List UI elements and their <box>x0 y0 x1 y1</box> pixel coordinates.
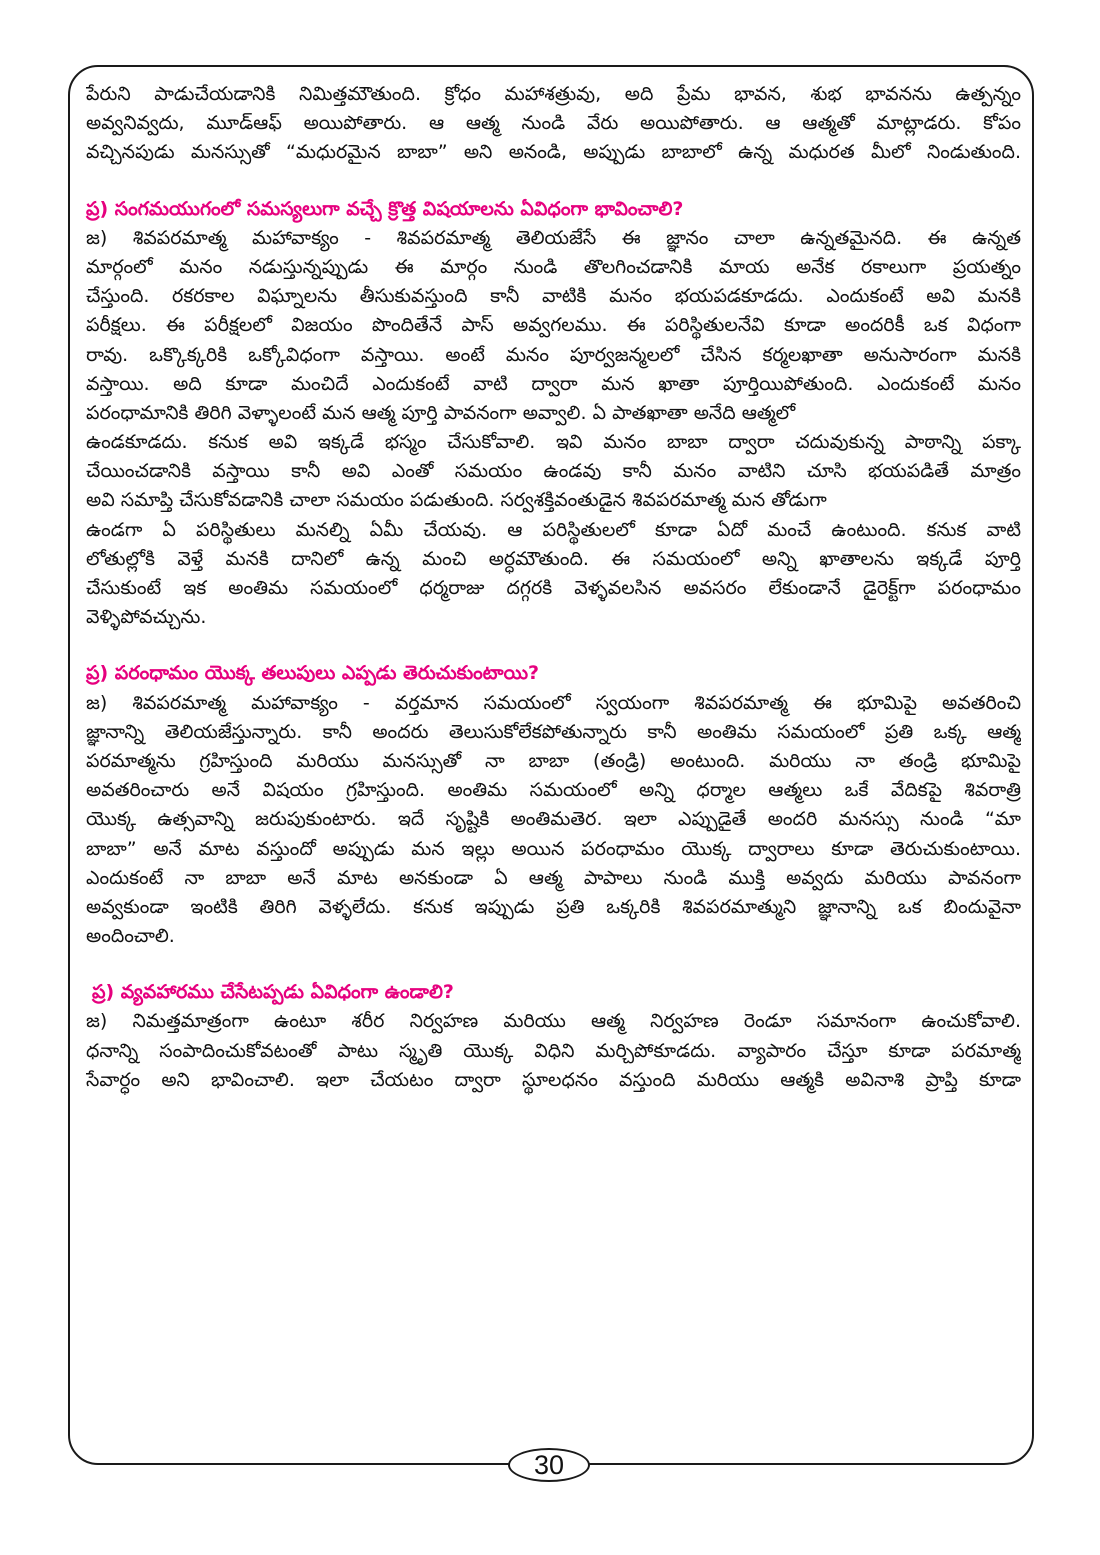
question-heading: ప్ర) సంగమయుగంలో సమస్యలుగా వచ్చే క్రొత్త విషయాలను ఏవిధంగా భావించాలి? <box>86 197 684 220</box>
qa-section-1 <box>86 195 1021 633</box>
text-line: అవ్వకుండా ఇంటికి తిరిగి వెళ్ళలేదు. కనుక ఇప్పుడు ప్రతి ఒక్కరికి శివపరమాత్ముని జ్ఞానాన్ని ఒక బిందువైనా <box>86 895 1021 918</box>
text-line: అందించాలి. <box>86 925 175 948</box>
answer-paragraph <box>86 1007 1021 1095</box>
question-heading: ప్ర) వ్యవహారము చేసేటప్పడు ఏవిధంగా ఉండాలి? <box>92 981 454 1004</box>
text-line: అవతరించారు అనే విషయం గ్రహిస్తుంది. అంతిమ సమయంలో అన్ని ధర్మాల ఆత్మలు ఒకే వేదికపై శివరాత్రి <box>86 779 1021 802</box>
qa-section-2 <box>86 659 1021 951</box>
text-line: అవి సమాప్తి చేసుకోవడానికి చాలా సమయం పడుతుంది. సర్వశక్తివంతుడైన శివపరమాత్మ మన తోడుగా <box>86 489 827 512</box>
text-line: సేవార్ధం అని భావించాలి. ఇలా చేయటం ద్వారా స్థూలధనం వస్తుంది మరియు ఆత్మకి అవినాశి ప్రాప్తి కూడా <box>86 1068 1021 1091</box>
question-heading: ప్ర) పరంధామం యొక్క తలుపులు ఎప్పడు తెరుచుకుంటాయి? <box>86 662 540 685</box>
text-line: ధనాన్ని సంపాదించుకోవటంతో పాటు స్మృతి యొక్క విధిని మర్చిపోకూడదు. వ్యాపారం చేస్తూ కూడా పరమాత్మ <box>86 1039 1021 1062</box>
text-line: జ) శివపరమాత్మ మహావాక్యం - వర్తమాన సమయంలో స్వయంగా శివపరమాత్మ ఈ భూమిపై అవతరించి <box>86 691 1021 714</box>
text-line: పరీక్షలు. ఈ పరీక్షలలో విజయం పొందితేనే పాస్ అవ్వగలము. ఈ పరిస్థితులనేవి కూడా అందరికీ ఒక విధంగా <box>86 314 1021 337</box>
text-line: చేయించడానికి వస్తాయి కానీ అవి ఎంతో సమయం ఉండవు కానీ మనం వాటిని చూసి భయపడితే మాత్రం <box>86 460 1021 483</box>
text-line: చేసుకుంటే ఇక అంతిమ సమయంలో ధర్మరాజు దగ్గరకి వెళ్ళవలసిన అవసరం లేకుండానే డైరెక్ట్‌గా పరంధామం <box>86 577 1021 599</box>
answer-paragraph <box>86 689 1021 952</box>
text-line: వస్తాయి. అది కూడా మంచిదే ఎందుకంటే వాటి ద్వారా మన ఖాతా పూర్తియిపోతుంది. ఎందుకంటే మనం <box>86 372 1021 395</box>
text-line: అవ్వనివ్వదు, మూడ్ఆఫ్ అయిపోతారు. ఆ ఆత్మ నుండి వేరు అయిపోతారు. ఆ ఆత్మతో మాట్లాడరు. కోపం <box>86 112 1021 135</box>
text-line: పరమాత్మను గ్రహిస్తుంది మరియు మనస్సుతో నా బాబా (తండ్రి) అంటుంది. మరియు నా తండ్రి భూమిపై <box>86 749 1021 772</box>
text-line: యొక్క ఉత్సవాన్ని జరుపుకుంటారు. ఇదే సృష్టికి అంతిమతెర. ఇలా ఎప్పుడైతే అందరి మనస్సు నుండి “మా <box>86 808 1021 831</box>
text-line: పరంధామానికి తిరిగి వెళ్ళాలంటే మన ఆత్మ పూర్తి పావనంగా అవ్వాలి. ఏ పాతఖాతా అనేది ఆత్మలో <box>86 401 796 424</box>
text-line: ఎందుకంటే నా బాబా అనే మాట అనకుండా ఏ ఆత్మ పాపాలు నుండి ముక్తి అవ్వదు మరియు పావనంగా <box>86 866 1021 889</box>
text-line: చేస్తుంది. రకరకాల విఘ్నాలను తీసుకువస్తుంది కానీ వాటికి మనం భయపడకూడదు. ఎందుకంటే అవి మనకి <box>86 285 1021 308</box>
text-line: వచ్చినపుడు మనస్సుతో “మధురమైన బాబా” అని అనండి, అప్పుడు బాబాలో ఉన్న మధురత మీలో నిండుతుంది. <box>86 141 1021 164</box>
text-line: లోతుల్లోకి వెళ్తే మనకి దానిలో ఉన్న మంచి అర్ధమౌతుంది. ఈ సమయంలో అన్ని ఖాతాలను ఇక్కడే పూర్తి <box>86 547 1021 570</box>
page-content <box>86 80 1021 1095</box>
text-line: మార్గంలో మనం నడుస్తున్నప్పుడు ఈ మార్గం నుండి తొలగించడానికి మాయ అనేక రకాలుగా ప్రయత్నం <box>86 255 1021 278</box>
text-line: జ) నిమత్తమాత్రంగా ఉంటూ శరీర నిర్వహణ మరియు ఆత్మ నిర్వహణ రెండూ సమానంగా ఉంచుకోవాలి. <box>86 1010 1021 1033</box>
text-line: రావు. ఒక్కొక్కరికి ఒక్కోవిధంగా వస్తాయి. అంటే మనం పూర్వజన్మలలో చేసిన కర్మలఖాతా అనుసారంగా మనకి <box>86 343 1021 366</box>
text-line: బాబా” అనే మాట వస్తుందో అప్పుడు మన ఇల్లు అయిన పరంధామం యొక్క ద్వారాలు కూడా తెరుచుకుంటాయి. <box>86 837 1021 860</box>
text-line: ఉండకూడదు. కనుక అవి ఇక్కడే భస్మం చేసుకోవాలి. ఇవి మనం బాబా ద్వారా చదువుకున్న పాఠాన్ని పక్కా <box>86 431 1021 454</box>
intro-paragraph <box>86 80 1021 168</box>
answer-paragraph <box>86 224 1021 633</box>
text-line: ఉండగా ఏ పరిస్థితులు మనల్ని ఏమీ చేయవు. ఆ పరిస్థితులలో కూడా ఏదో మంచే ఉంటుంది. కనుక వాటి <box>86 518 1021 541</box>
qa-section-3 <box>86 978 1021 1095</box>
text-line: వెళ్ళిపోవచ్చును. <box>86 606 207 629</box>
text-line: పేరుని పాడుచేయడానికి నిమిత్తమౌతుంది. క్రోధం మహాశత్రువు, అది ప్రేమ భావన, శుభ భావనను ఉత్పన్నం <box>86 83 1021 105</box>
text-line: జ) శివపరమాత్మ మహావాక్యం - శివపరమాత్మ తెలియజేసే ఈ జ్ఞానం చాలా ఉన్నతమైనది. ఈ ఉన్నత <box>86 226 1021 249</box>
page-number: 30 <box>508 1448 590 1482</box>
text-line: జ్ఞానాన్ని తెలియజేస్తున్నారు. కానీ అందరు తెలుసుకోలేకపోతున్నారు కానీ అంతిమ సమయంలో ప్రతి ఒక్క ఆత్మ <box>86 720 1021 743</box>
